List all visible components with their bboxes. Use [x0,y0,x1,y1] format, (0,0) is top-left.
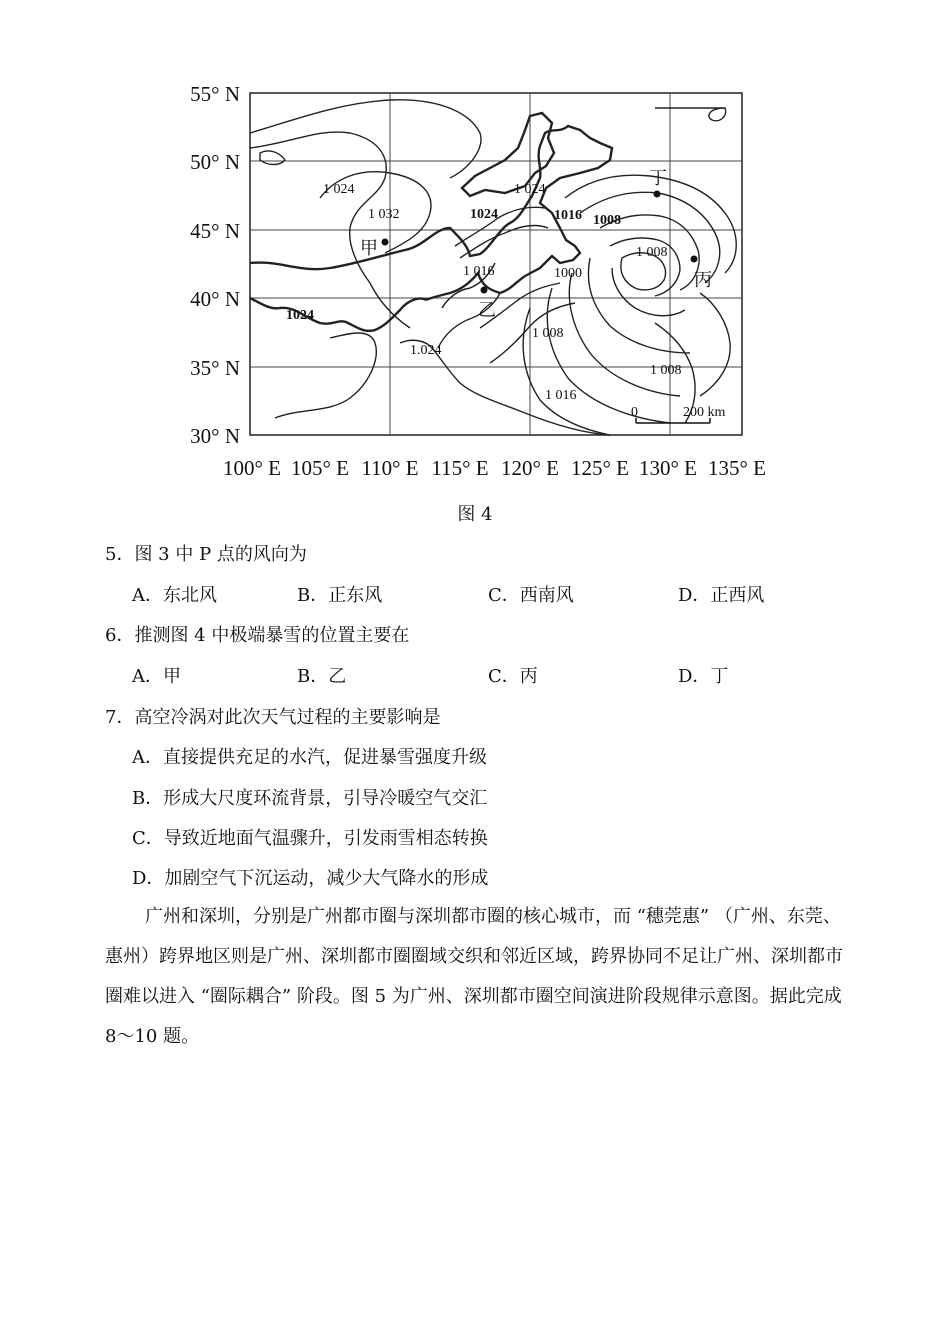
lon-label: 135° E [708,456,766,480]
lon-label: 115° E [431,456,489,480]
point-jia-marker [382,239,389,246]
lon-label: 125° E [571,456,629,480]
question-5-option-d: D．正西风 [678,585,765,606]
isobar-label: 1 024 [514,182,546,197]
question-7-option-d: D．加剧空气下沉运动，减少大气降水的形成 [132,868,489,889]
lat-label: 35° N [190,356,240,380]
point-bing-label: 丙 [694,270,712,290]
question-6-option-c: C．丙 [488,666,538,687]
lon-label: 100° E [223,456,281,480]
question-7-option-b: B．形成大尺度环流背景，引导冷暖空气交汇 [132,788,488,809]
lon-label: 130° E [639,456,697,480]
isobar-label: 1024 [286,308,314,323]
passage-block [105,897,845,1057]
map-grid [250,93,742,435]
scale-distance: 200 km [683,405,726,420]
question-7-option-c: C．导致近地面气温骤升，引发雨雪相态转换 [132,828,488,849]
isobar-label: 1 008 [636,245,668,260]
question-7-stem: 7．高空冷涡对此次天气过程的主要影响是 [105,707,441,728]
passage-text: 广州和深圳，分别是广州都市圈与深圳都市圈的核心城市，而 “穗莞惠” （广州、东莞、惠州）跨界地区则是广州、深圳都市圈圈域交织和邻近区域，跨界协同不足让广州、深圳都市圈难以进入 “圈际耦合” 阶段。图 5 为广州、深圳都市圈空间演进阶段规律示意图。据此完成 8～10 题。 [105,906,843,1047]
isobar-map-figure [180,78,775,488]
lat-label: 50° N [190,150,240,174]
isobar-label: 1.024 [410,343,442,358]
point-ding-label: 丁 [649,168,667,188]
question-5-option-b: B．正东风 [297,585,383,606]
question-5-option-c: C．西南风 [488,585,574,606]
lon-label: 120° E [501,456,559,480]
scale-bar [631,405,726,423]
isobar-label: 1 008 [532,326,564,341]
map-frame [250,93,742,435]
latitude-labels [190,82,240,448]
question-6-option-a: A．甲 [132,666,181,687]
question-6-option-b: B．乙 [297,666,347,687]
question-5-stem: 5．图 3 中 P 点的风向为 [105,544,307,565]
point-yi-marker [481,287,488,294]
lat-label: 55° N [190,82,240,106]
isobar-label: 1 024 [323,182,355,197]
question-6-option-d: D．丁 [678,666,729,687]
point-bing-marker [691,256,698,263]
lat-label: 45° N [190,219,240,243]
lat-label: 30° N [190,424,240,448]
point-ding-marker [654,191,661,198]
question-5-option-a: A．东北风 [132,585,217,606]
lon-label: 110° E [361,456,419,480]
isobar-label: 1 032 [368,207,400,222]
question-6-stem: 6．推测图 4 中极端暴雪的位置主要在 [105,625,410,646]
scale-zero: 0 [631,405,638,420]
isobar-label: 1 008 [650,363,682,378]
figure-caption: 图 4 [457,504,493,525]
longitude-labels [223,456,766,480]
lat-label: 40° N [190,287,240,311]
point-jia-label: 甲 [360,238,378,258]
isobar-label: 1008 [593,213,621,228]
question-7-option-a: A．直接提供充足的水汽，促进暴雪强度升级 [132,747,487,768]
isobar-label: 1 016 [545,388,577,403]
isobar-label: 1016 [554,208,582,223]
point-yi-label: 乙 [478,300,496,320]
isobar-label: 1000 [554,266,582,281]
isobar-label: 1 016 [463,264,495,279]
isobar-label: 1024 [470,207,498,222]
lon-label: 105° E [291,456,349,480]
